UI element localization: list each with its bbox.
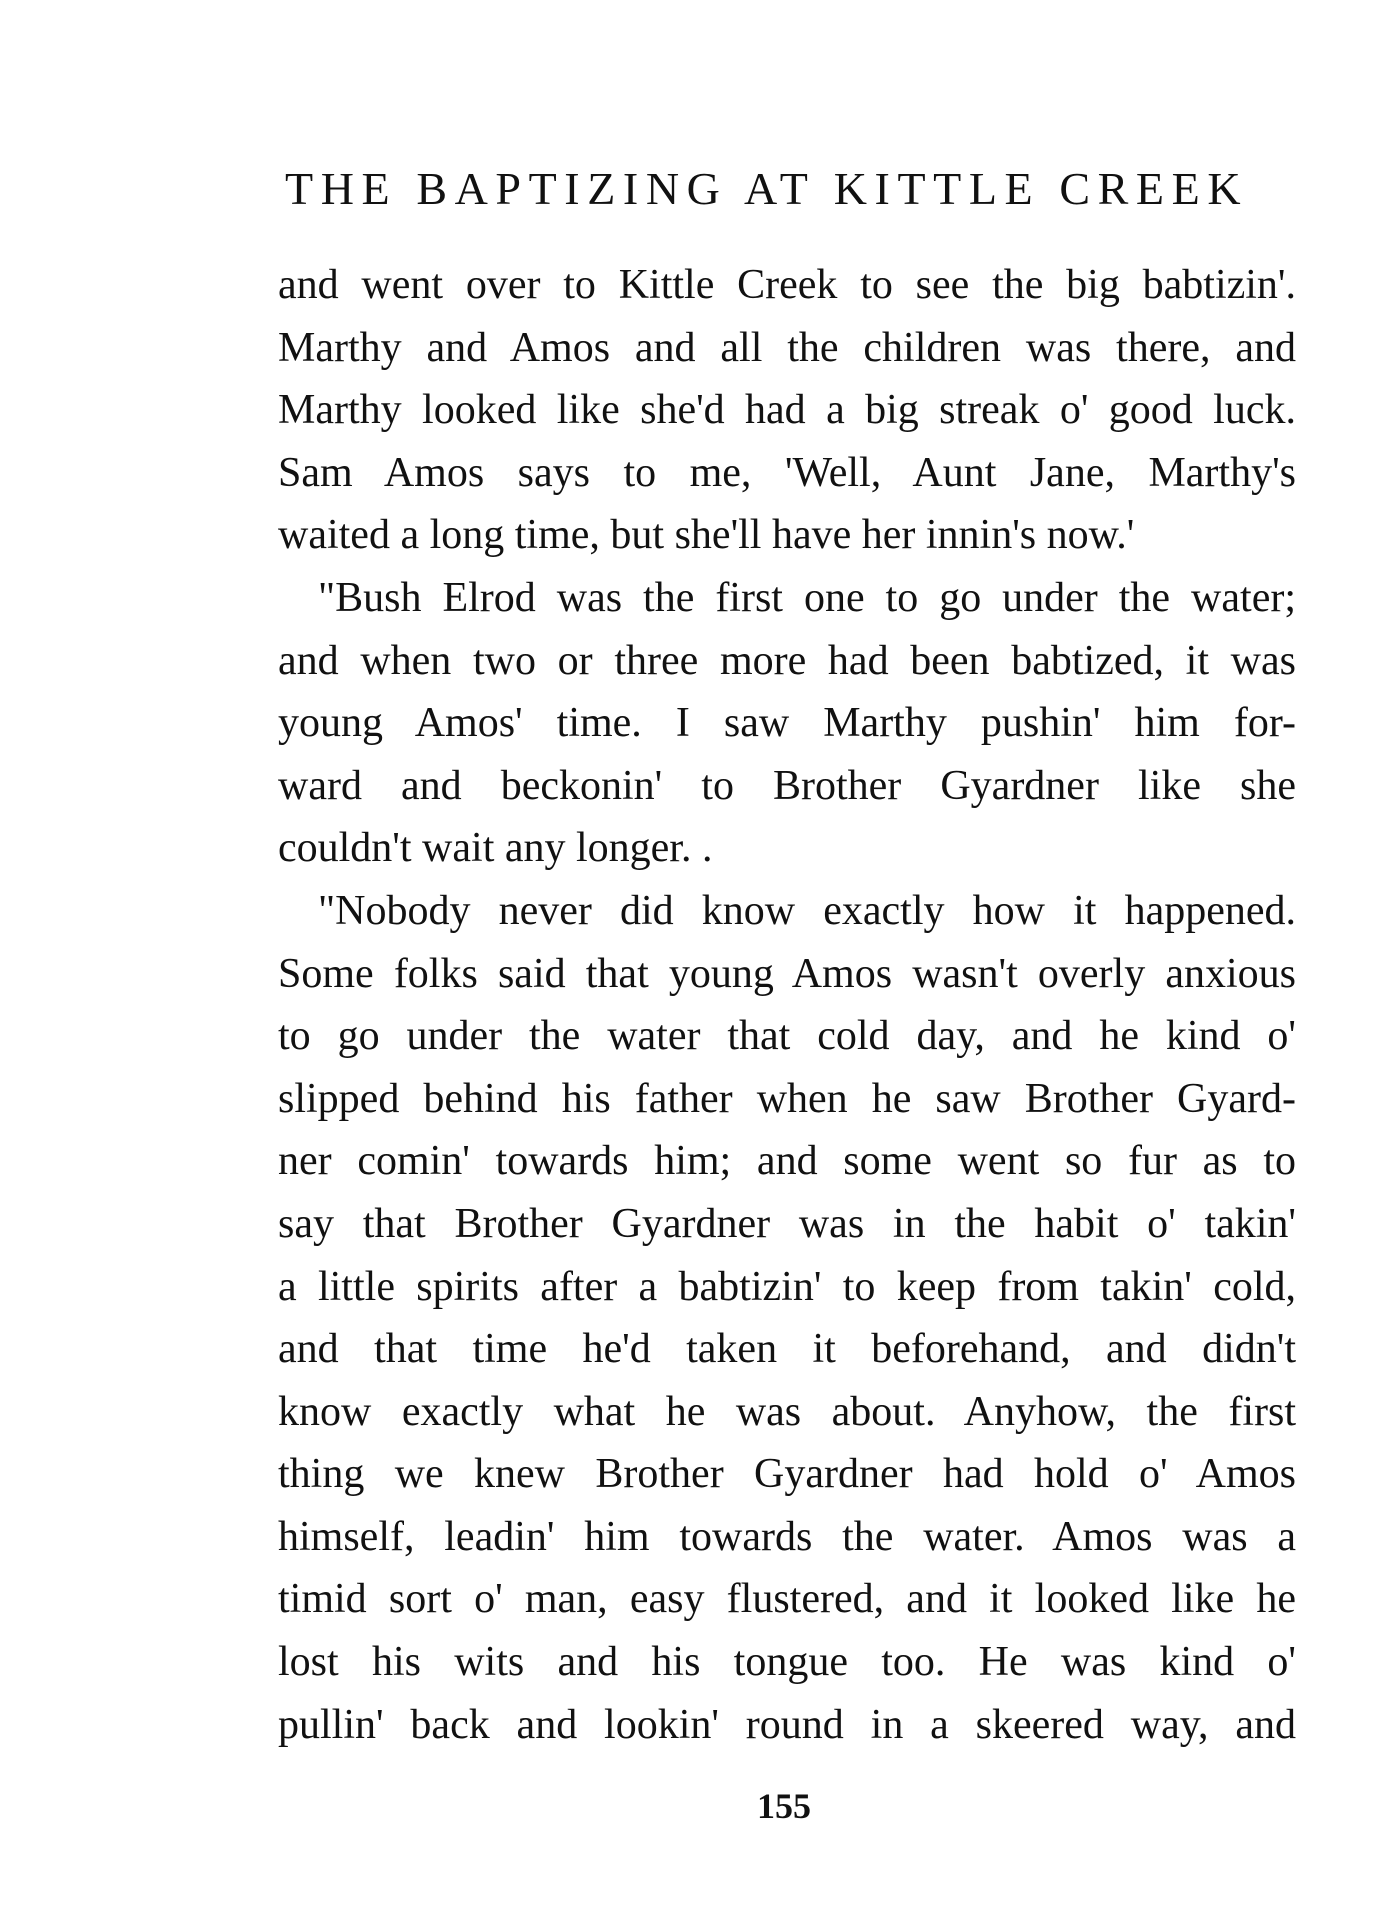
text-line: "Nobody never did know exactly how it happened. [318,887,1296,934]
paragraph-1 [278,254,1296,567]
text-line: ward and beckonin' to Brother Gyardner like she [278,762,1296,809]
text-line: slipped behind his father when he saw Brother Gyard- [278,1075,1296,1122]
text-line: Some folks said that young Amos wasn't overly anxious [278,950,1296,997]
text-line: and that time he'd taken it beforehand, and didn't [278,1326,1296,1373]
text-line: timid sort o' man, easy flustered, and it looked like he [278,1576,1296,1623]
text-line: himself, leadin' him towards the water. Amos was a [278,1513,1296,1560]
text-line: ner comin' towards him; and some went so fur as to [278,1138,1296,1185]
text-line: couldn't wait any longer. . [278,825,713,872]
paragraph-3 [278,880,1296,1756]
text-line: a little spirits after a babtizin' to keep from takin' cold, [278,1263,1296,1310]
text-line: and went over to Kittle Creek to see the big babtizin'. [278,262,1296,308]
text-line: lost his wits and his tongue too. He was kind o' [278,1639,1296,1686]
text-line: say that Brother Gyardner was in the habit o' takin' [278,1200,1296,1247]
text-line: and when two or three more had been babtized, it was [278,637,1296,684]
paragraph-2 [278,567,1296,880]
text-line: Sam Amos says to me, 'Well, Aunt Jane, Marthy's [278,449,1296,496]
text-line: Marthy and Amos and all the children was there, and [278,324,1296,371]
text-line: "Bush Elrod was the first one to go under the water; [318,574,1296,621]
text-line: Marthy looked like she'd had a big streak o' good luck. [278,387,1296,434]
page-number: 155 [757,1786,811,1826]
text-line: waited a long time, but she'll have her innin's now.' [278,512,1135,559]
body-text [278,254,1296,1756]
text-line: young Amos' time. I saw Marthy pushin' him for- [278,700,1296,747]
text-line: thing we knew Brother Gyardner had hold o' Amos [278,1451,1296,1498]
text-line: pullin' back and lookin' round in a skeered way, and [278,1701,1296,1748]
text-line: know exactly what he was about. Anyhow, the first [278,1388,1296,1435]
running-head: THE BAPTIZING AT KITTLE CREEK [285,163,1249,214]
text-line: to go under the water that cold day, and he kind o' [278,1013,1296,1060]
